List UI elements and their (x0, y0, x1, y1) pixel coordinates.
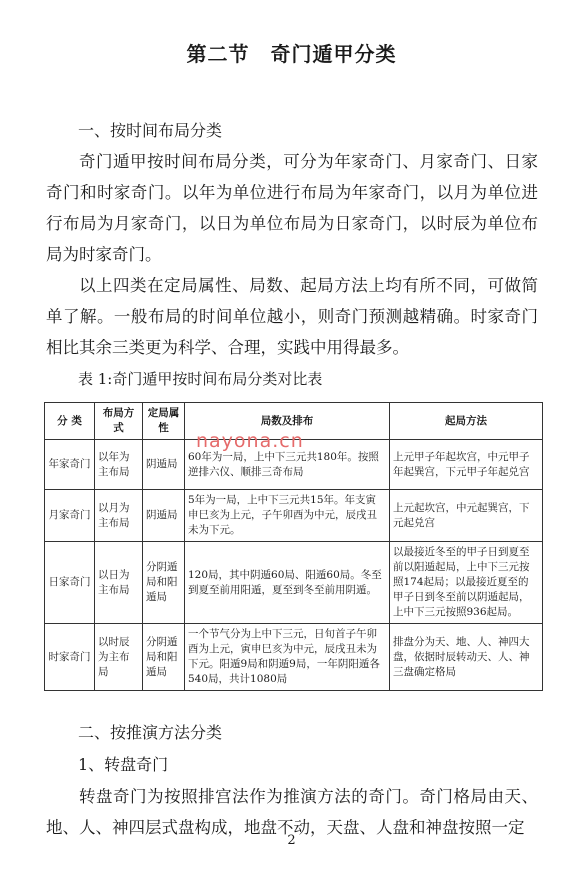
cell-ju-attribute: 分阴遁局和阳遁局 (143, 624, 185, 691)
cell-ju-count: 5年为一局，上中下三元共15年。年支寅申巳亥为上元，子午卯酉为中元，辰戌丑未为下元。 (185, 490, 390, 542)
cell-ju-attribute: 阴遁局 (143, 440, 185, 490)
cell-layout-method: 以月为主布局 (95, 490, 143, 542)
cell-category: 月家奇门 (45, 490, 95, 542)
section-title: 第二节 奇门遁甲分类 (186, 42, 397, 66)
header-start-method: 起局方法 (390, 403, 543, 440)
cell-category: 年家奇门 (45, 440, 95, 490)
cell-ju-attribute: 分阴遁局和阳遁局 (143, 542, 185, 624)
cell-category: 日家奇门 (45, 542, 95, 624)
cell-category: 时家奇门 (45, 624, 95, 691)
page-number: 2 (287, 833, 296, 848)
paragraph-3: 转盘奇门为按照排宫法作为推演方法的奇门。奇门格局由天、地、人、神四层式盘构成，地盘不动，天盘、人盘和神盘按照一定 (46, 787, 538, 837)
header-layout-method: 布局方式 (95, 403, 143, 440)
section1-heading: 一、按时间布局分类 (78, 121, 223, 140)
table-caption: 表 1:奇门遁甲按时间布局分类对比表 (78, 370, 323, 388)
table-row (45, 490, 543, 542)
section2-subheading: 1、转盘奇门 (78, 755, 169, 774)
section2-heading: 二、按推演方法分类 (78, 723, 223, 742)
cell-layout-method: 以日为主布局 (95, 542, 143, 624)
cell-start-method: 以最接近冬至的甲子日到夏至前以阳遁起局，上中下三元按照174起局；以最接近夏至的甲子日到冬至前以阴遁起局，上中下三元按照936起局。 (390, 542, 543, 624)
header-ju-count: 局数及排布 (185, 403, 390, 440)
table-row (45, 624, 543, 691)
cell-layout-method: 以时辰为主布局 (95, 624, 143, 691)
cell-ju-count: 120局，其中阴遁60局、阳遁60局。冬至到夏至前用阳遁，夏至到冬至前用阴遁。 (185, 542, 390, 624)
cell-ju-count: 60年为一局，上中下三元共180年。按照逆排六仪、顺排三奇布局 (185, 440, 390, 490)
header-category: 分 类 (45, 403, 95, 440)
cell-layout-method: 以年为主布局 (95, 440, 143, 490)
header-ju-attribute: 定局属性 (143, 403, 185, 440)
cell-start-method: 上元甲子年起坎宫，中元甲子年起巽宫，下元甲子年起兑宫 (390, 440, 543, 490)
paragraph-1: 奇门遁甲按时间布局分类，可分为年家奇门、月家奇门、日家奇门和时家奇门。以年为单位进行布局为年家奇门，以月为单位进行布局为月家奇门，以日为单位布局为日家奇门，以时辰为单位布局为时家奇门。 (46, 152, 538, 264)
cell-ju-count: 一个节气分为上中下三元，日旬首子午卯酉为上元，寅申巳亥为中元，辰戌丑未为下元。阳遁9局和阴遁9局，一年阴阳遁各540局，共计1080局 (185, 624, 390, 691)
cell-start-method: 上元起坎宫，中元起巽宫，下元起兑宫 (390, 490, 543, 542)
cell-start-method: 排盘分为天、地、人、神四大盘，依据时辰转动天、人、神三盘确定格局 (390, 624, 543, 691)
paragraph-2: 以上四类在定局属性、局数、起局方法上均有所不同，可做简单了解。一般布局的时间单位越小，则奇门预测越精确。时家奇门相比其余三类更为科学、合理，实践中用得最多。 (46, 276, 538, 357)
table-row (45, 542, 543, 624)
cell-ju-attribute: 阴遁局 (143, 490, 185, 542)
watermark-text: nayona.cn (196, 430, 304, 452)
